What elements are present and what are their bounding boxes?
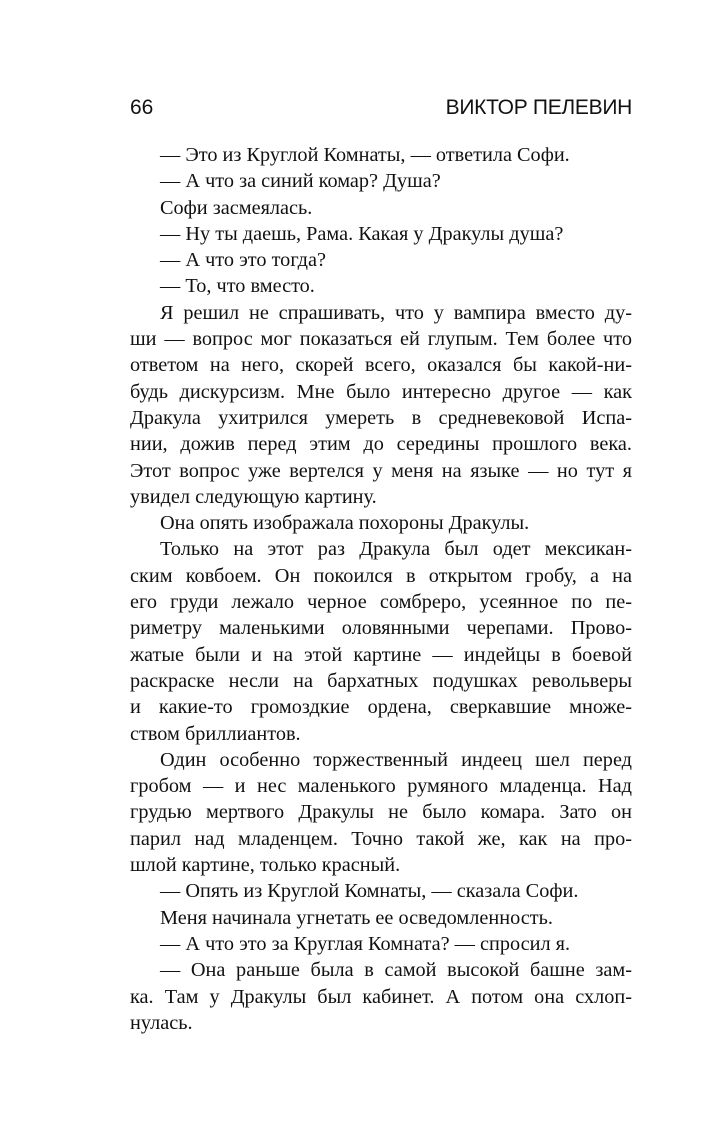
paragraph bbox=[130, 247, 632, 273]
text-line: ским ковбоем. Он покоился в открытом гробу, а на bbox=[130, 564, 632, 587]
text-line: Этот вопрос уже вертелся у меня на языке — но тут я bbox=[130, 459, 632, 482]
paragraph bbox=[130, 931, 632, 957]
text-line: — А что это за Круглая Комната? — спросил я. bbox=[160, 932, 571, 955]
text-line: шлой картине, только красный. bbox=[130, 854, 401, 877]
text-line: — Она раньше была в самой высокой башне зам- bbox=[160, 959, 632, 982]
paragraph bbox=[130, 957, 632, 1036]
text-line: — Опять из Круглой Комнаты, — сказала Софи. bbox=[160, 880, 579, 903]
text-line: — Это из Круглой Комнаты, — ответила Софи. bbox=[160, 144, 570, 166]
text-line: нии, дожив перед этим до середины прошлого века. bbox=[130, 433, 632, 456]
paragraph bbox=[130, 747, 632, 878]
page-header bbox=[130, 96, 632, 128]
paragraph bbox=[130, 273, 632, 299]
text-line: его груди лежало черное сомбреро, усеянное по пе- bbox=[130, 591, 632, 614]
text-line: ством бриллиантов. bbox=[130, 722, 301, 745]
text-line: жатые были и на этой картине — индейцы в боевой bbox=[130, 643, 632, 666]
text-line: грудью мертвого Дракулы не было комара. Зато он bbox=[130, 801, 632, 824]
paragraph bbox=[130, 878, 632, 904]
text-line: гробом — и нес маленького румяного младенца. Над bbox=[130, 775, 632, 798]
text-line: нулась. bbox=[130, 1011, 193, 1034]
text-line: Только на этот раз Дракула был одет мексикан- bbox=[160, 538, 632, 561]
text-line: — А что за синий комар? Душа? bbox=[160, 170, 441, 193]
paragraph bbox=[130, 221, 632, 247]
running-head-author: ВИКТОР ПЕЛЕВИН bbox=[445, 96, 632, 119]
text-line: Софи засмеялась. bbox=[160, 196, 313, 219]
paragraph bbox=[130, 536, 632, 746]
paragraph bbox=[130, 142, 632, 168]
text-line: Она опять изображала похороны Дракулы. bbox=[160, 512, 530, 535]
text-line: раскраске несли на бархатных подушках револьверы bbox=[130, 669, 632, 692]
text-line: Меня начинала угнетать ее осведомленность. bbox=[160, 906, 553, 929]
body-text bbox=[130, 142, 632, 1036]
text-line: будь дискурсизм. Мне было интересно другое — как bbox=[130, 380, 632, 403]
text-line: — То, что вместо. bbox=[160, 275, 315, 298]
text-line: — А что это тогда? bbox=[160, 249, 326, 272]
paragraph bbox=[130, 510, 632, 536]
paragraph bbox=[130, 195, 632, 221]
text-line: ка. Там у Дракулы был кабинет. А потом она схлоп- bbox=[130, 985, 632, 1008]
page-number: 66 bbox=[130, 96, 154, 119]
text-line: Дракула ухитрился умереть в средневековой Испа- bbox=[130, 406, 632, 429]
text-line: Я решил не спрашивать, что у вампира вместо ду- bbox=[160, 301, 632, 324]
text-line: риметру маленькими оловянными черепами. Прово- bbox=[130, 617, 632, 640]
text-line: ответом на него, скорей всего, оказался бы какой-ни- bbox=[130, 354, 632, 377]
text-line: ши — вопрос мог показаться ей глупым. Тем более что bbox=[130, 328, 632, 351]
text-line: и какие-то громоздкие ордена, сверкавшие множе- bbox=[130, 696, 632, 719]
text-line: — Ну ты даешь, Рама. Какая у Дракулы душа? bbox=[160, 222, 564, 245]
paragraph bbox=[130, 300, 632, 510]
paragraph bbox=[130, 905, 632, 931]
text-line: увидел следующую картину. bbox=[130, 485, 377, 508]
text-line: парил над младенцем. Точно такой же, как на про- bbox=[130, 827, 632, 850]
text-line: Один особенно торжественный индеец шел перед bbox=[160, 748, 632, 771]
paragraph bbox=[130, 168, 632, 194]
